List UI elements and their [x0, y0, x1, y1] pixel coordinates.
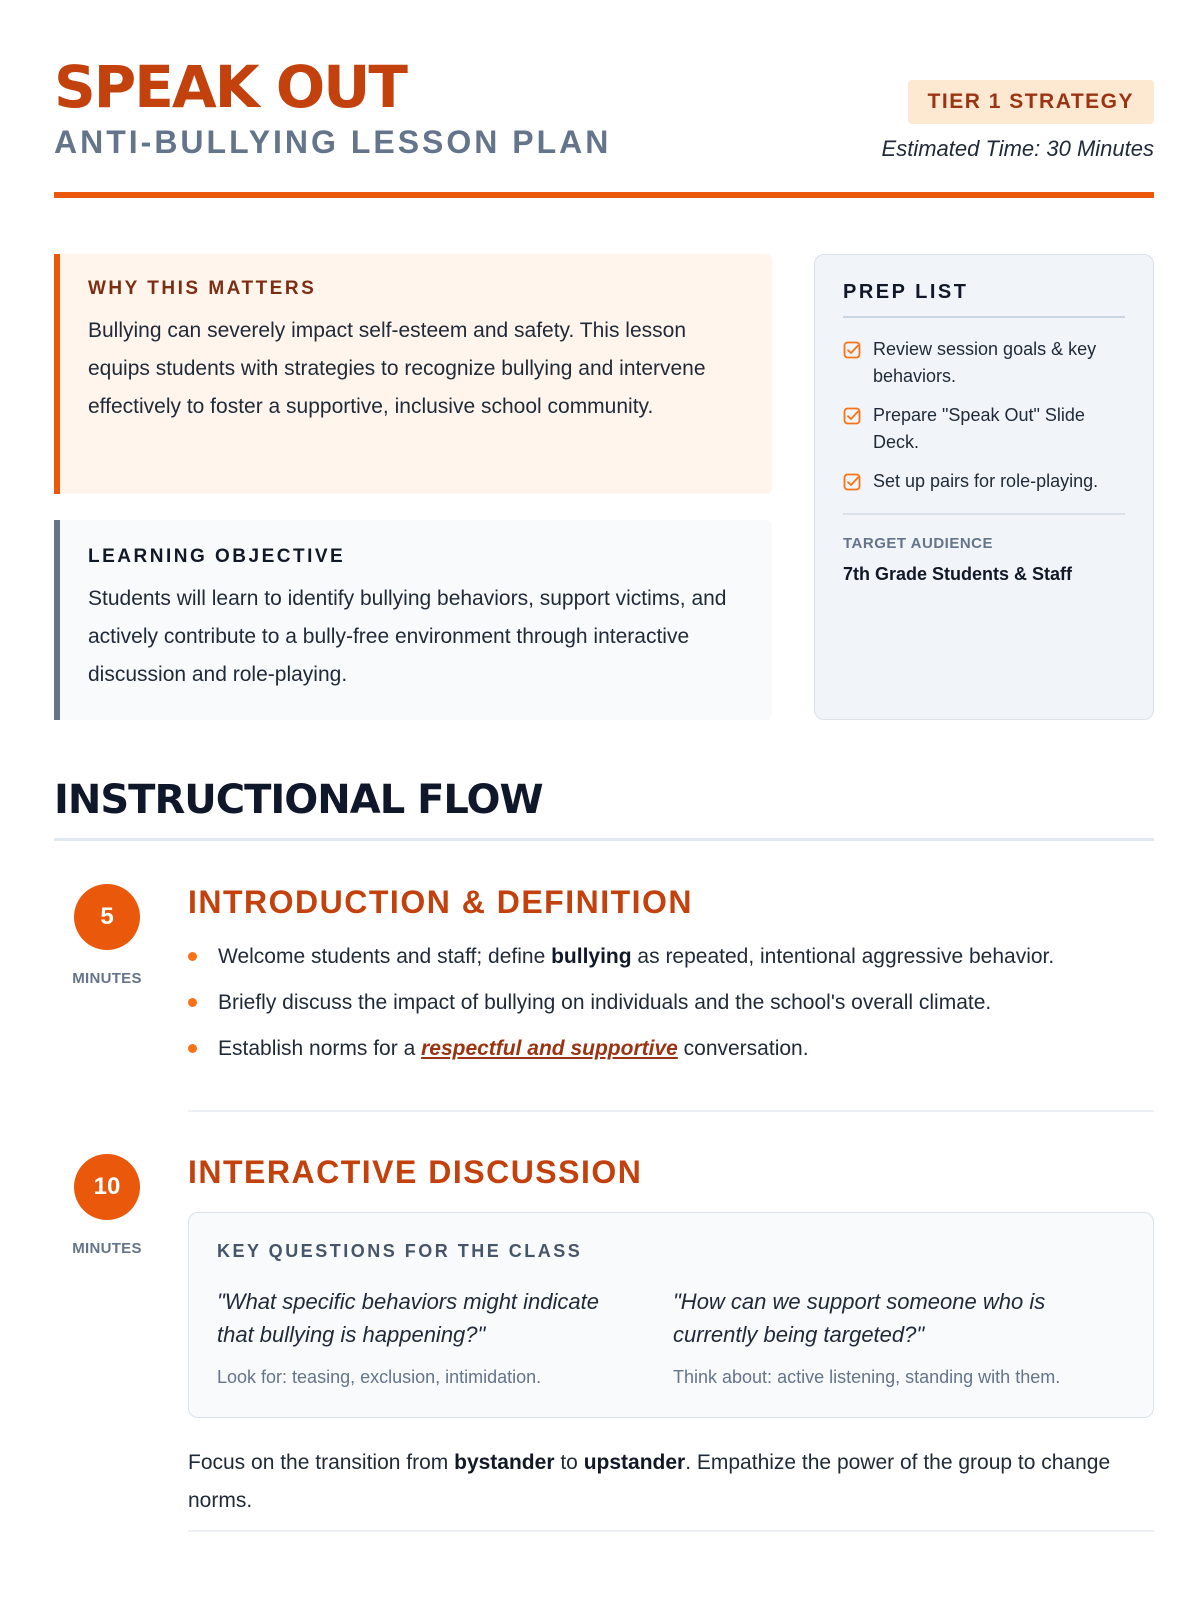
why-heading: WHY THIS MATTERS: [88, 278, 317, 299]
question-hint: Think about: active listening, standing with them.: [673, 1367, 1061, 1387]
bullet-text: Welcome students and staff; define: [218, 945, 552, 968]
bullet-item: [188, 1036, 1154, 1062]
target-audience-value: 7th Grade Students & Staff: [843, 564, 1073, 584]
prep-list-card: [814, 254, 1154, 720]
question-column: [673, 1285, 1093, 1388]
bullet-item: [188, 990, 1154, 1016]
question-column: [217, 1285, 637, 1388]
prep-list: [843, 336, 1125, 495]
step-content: [188, 880, 1154, 1082]
prep-item: [843, 336, 1125, 390]
prep-heading: PREP LIST: [843, 281, 1125, 318]
step-duration: [54, 1150, 160, 1257]
objective-body: Students will learn to identify bullying behaviors, support victims, and actively contribute to a bully-free environment through interactive discussion and role-playing.: [88, 587, 727, 686]
page-subtitle: ANTI-BULLYING LESSON PLAN: [54, 124, 612, 160]
step-divider: [188, 1110, 1154, 1112]
bullet-text: conversation.: [677, 1037, 809, 1060]
bullet-text: Briefly discuss the impact of bullying on individuals and the school's overall climate.: [218, 991, 992, 1014]
key-questions-heading: KEY QUESTIONS FOR THE CLASS: [217, 1241, 583, 1261]
checkbox-checked-icon: [843, 407, 861, 425]
tier-badge: TIER 1 STRATEGY: [908, 80, 1154, 124]
question-text: "What specific behaviors might indicate that bullying is happening?": [217, 1289, 599, 1347]
focus-bold-term: upstander: [583, 1451, 686, 1474]
target-audience-label: TARGET AUDIENCE: [843, 535, 993, 552]
focus-note: [188, 1444, 1154, 1520]
emphasized-phrase: respectful and supportive: [421, 1037, 678, 1060]
step-content: [188, 1150, 1154, 1520]
minutes-label: MINUTES: [72, 970, 142, 987]
prep-divider: [843, 513, 1125, 515]
prep-item-label: Review session goals & key behaviors.: [873, 339, 1097, 386]
bullet-bold-term: bullying: [551, 945, 632, 968]
header: [54, 52, 1154, 200]
step-title: INTRODUCTION & DEFINITION: [188, 884, 694, 920]
bullet-item: [188, 944, 1154, 970]
step-title: INTERACTIVE DISCUSSION: [188, 1154, 643, 1190]
prep-item: [843, 402, 1125, 456]
step-bullets: [188, 944, 1154, 1062]
learning-objective-card: [54, 520, 772, 720]
bullet-text: as repeated, intentional aggressive behavior.: [631, 945, 1055, 968]
flow-divider: [54, 838, 1154, 841]
focus-text: to: [554, 1451, 584, 1474]
header-divider: [54, 192, 1154, 198]
lesson-plan-page: [54, 0, 1154, 1600]
prep-item: [843, 468, 1125, 495]
page-title: SPEAK OUT: [54, 53, 406, 121]
step-divider: [188, 1530, 1154, 1532]
bullet-text: Establish norms for a: [218, 1037, 422, 1060]
why-body: Bullying can severely impact self-esteem and safety. This lesson equips students with strategies to recognize bullying and intervene effectively to foster a supportive, inclusive school community.: [88, 319, 706, 418]
minutes-badge: 10: [74, 1154, 140, 1220]
checkbox-checked-icon: [843, 341, 861, 359]
key-questions-box: [188, 1212, 1154, 1418]
minutes-badge: 5: [74, 884, 140, 950]
flow-step-discussion: [54, 1150, 1154, 1570]
checkbox-checked-icon: [843, 473, 861, 491]
focus-bold-term: bystander: [454, 1451, 555, 1474]
focus-text: . Empathize the power of the group to change norms.: [188, 1451, 1111, 1512]
question-text: "How can we support someone who is currently being targeted?": [673, 1289, 1046, 1347]
why-this-matters-card: [54, 254, 772, 494]
instructional-flow-heading: INSTRUCTIONAL FLOW: [54, 777, 543, 823]
step-duration: [54, 880, 160, 987]
estimated-time: Estimated Time: 30 Minutes: [881, 136, 1154, 161]
focus-text: Focus on the transition from: [188, 1451, 455, 1474]
flow-step-introduction: [54, 880, 1154, 1120]
minutes-label: MINUTES: [72, 1240, 142, 1257]
prep-item-label: Prepare "Speak Out" Slide Deck.: [873, 405, 1085, 452]
question-hint: Look for: teasing, exclusion, intimidation.: [217, 1367, 542, 1387]
objective-heading: LEARNING OBJECTIVE: [88, 546, 346, 567]
prep-item-label: Set up pairs for role-playing.: [873, 471, 1099, 491]
